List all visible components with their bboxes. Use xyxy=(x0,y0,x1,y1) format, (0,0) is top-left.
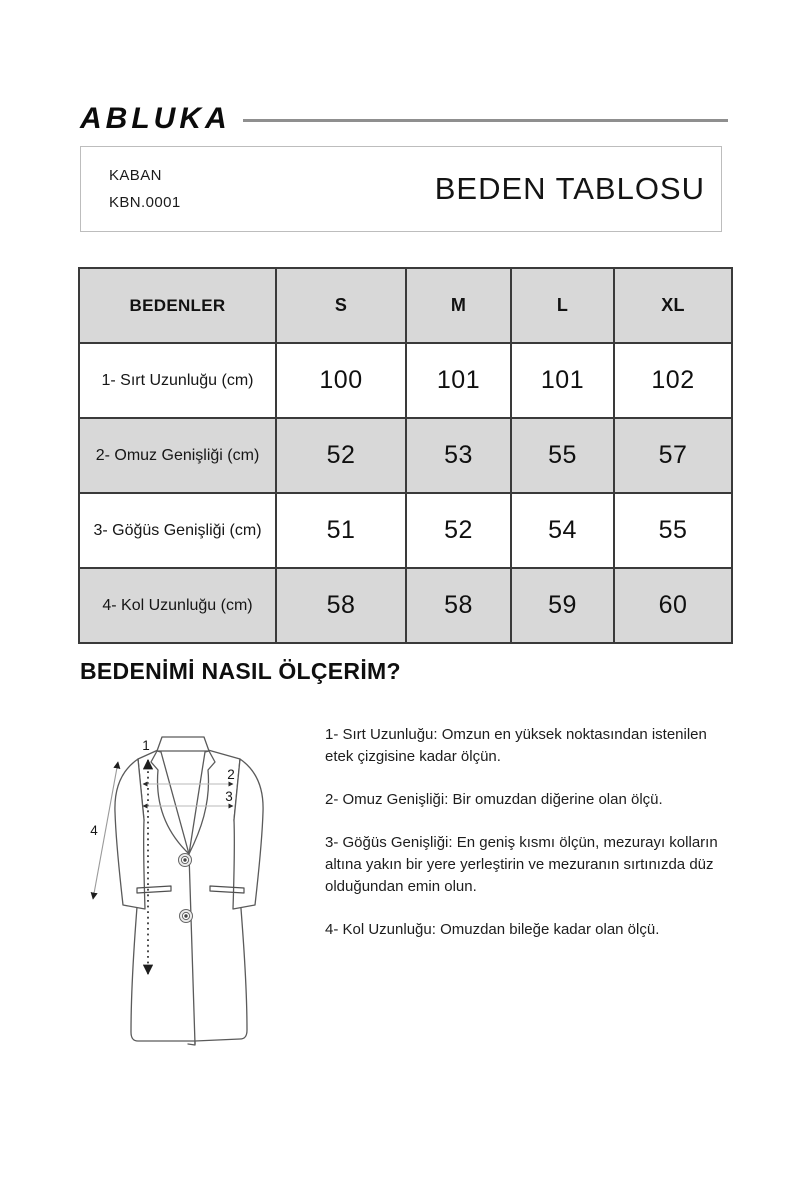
size-value: 101 xyxy=(406,343,511,418)
brand-header xyxy=(80,104,728,134)
measure-label: 3- Göğüs Genişliği (cm) xyxy=(79,493,276,568)
measure-guide-heading: BEDENİMİ NASIL ÖLÇERİM? xyxy=(80,658,401,684)
brand-logo: ABLUKA xyxy=(80,102,231,135)
size-table-title: BEDEN TABLOSU xyxy=(434,171,705,206)
instruction-item-2: 2- Omuz Genişliği: Bir omuzdan diğerine olan ölçü. xyxy=(325,791,663,808)
measure-label: 4- Kol Uzunluğu (cm) xyxy=(79,568,276,643)
size-value: 59 xyxy=(511,568,614,643)
logo-rule xyxy=(243,119,728,122)
size-value: 54 xyxy=(511,493,614,568)
column-header-xl: XL xyxy=(614,268,732,343)
size-value: 58 xyxy=(406,568,511,643)
size-value: 102 xyxy=(614,343,732,418)
coat-measurement-diagram xyxy=(58,702,320,1052)
size-value: 52 xyxy=(276,418,406,493)
product-code: KBN.0001 xyxy=(109,194,181,211)
diagram-label-3: 3 xyxy=(225,789,233,804)
size-value: 57 xyxy=(614,418,732,493)
table-row-kol-uzunlugu xyxy=(79,568,732,643)
instruction-item-4: 4- Kol Uzunluğu: Omuzdan bileğe kadar olan ölçü. xyxy=(325,921,660,938)
instruction-item-1: 1- Sırt Uzunluğu: Omzun en yüksek noktasından istenilen etek çizgisine kadar ölçün. xyxy=(325,726,707,765)
column-header-bedenler: BEDENLER xyxy=(79,268,276,343)
measure-arrow-4 xyxy=(90,762,118,899)
diagram-label-4: 4 xyxy=(90,823,98,838)
column-header-s: S xyxy=(276,268,406,343)
size-value: 53 xyxy=(406,418,511,493)
diagram-label-1: 1 xyxy=(142,738,150,753)
size-value: 101 xyxy=(511,343,614,418)
size-value: 52 xyxy=(406,493,511,568)
size-value: 51 xyxy=(276,493,406,568)
size-value: 100 xyxy=(276,343,406,418)
diagram-label-2: 2 xyxy=(227,767,235,782)
size-value: 58 xyxy=(276,568,406,643)
column-header-m: M xyxy=(406,268,511,343)
instruction-item-3: 3- Göğüs Genişliği: En geniş kısmı ölçün, mezurayı kolların altına yakın bir yere yerleştirin ve mezuranın sırtınızda düz olduğundan emin olun. xyxy=(325,834,718,895)
column-header-l: L xyxy=(511,268,614,343)
product-meta xyxy=(109,162,181,216)
measure-instructions xyxy=(325,724,725,962)
product-title-box xyxy=(80,146,722,232)
size-table-header-row xyxy=(79,268,732,343)
table-row-sirt-uzunlugu xyxy=(79,343,732,418)
table-row-omuz-genisligi xyxy=(79,418,732,493)
measure-label: 2- Omuz Genişliği (cm) xyxy=(79,418,276,493)
measure-label: 1- Sırt Uzunluğu (cm) xyxy=(79,343,276,418)
size-table xyxy=(78,267,733,644)
product-name: KABAN xyxy=(109,167,162,184)
size-value: 55 xyxy=(614,493,732,568)
size-value: 60 xyxy=(614,568,732,643)
size-value: 55 xyxy=(511,418,614,493)
table-row-gogus-genisligi xyxy=(79,493,732,568)
